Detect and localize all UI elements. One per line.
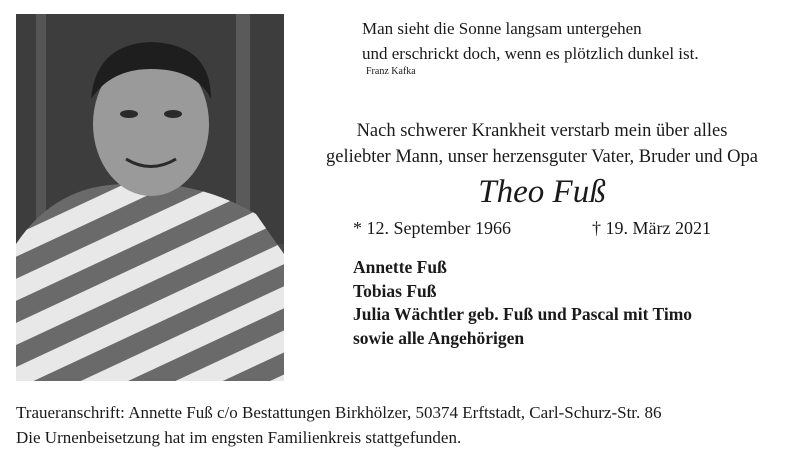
footer [16, 400, 662, 450]
deceased-name: Theo Fuß [478, 174, 606, 210]
mourner-item: sowie alle Angehörigen [353, 327, 525, 348]
birth-date: * 12. September 1966 [353, 218, 511, 238]
portrait-photo [16, 14, 284, 381]
mourner-item: Tobias Fuß [353, 280, 437, 301]
intro-line: Nach schwerer Krankheit verstarb mein über alles [356, 121, 728, 141]
quote [362, 16, 699, 66]
quote-line: und erschrickt doch, wenn es plötzlich dunkel ist. [362, 44, 699, 63]
intro-line: geliebter Mann, unser herzensguter Vater, Bruder und Opa [326, 147, 758, 167]
mourner-item: Julia Wächtler geb. Fuß und Pascal mit Timo [353, 304, 693, 324]
quote-line: Man sieht die Sonne langsam untergehen [362, 19, 642, 38]
mourners-list [353, 256, 692, 350]
quote-author: Franz Kafka [366, 66, 416, 77]
mourner-item: Annette Fuß [353, 257, 447, 277]
death-date: † 19. März 2021 [592, 218, 711, 238]
intro-text [284, 118, 800, 170]
burial-note: Die Urnenbeisetzung hat im engsten Familienkreis stattgefunden. [16, 428, 462, 447]
mourning-address: Traueranschrift: Annette Fuß c/o Bestattungen Birkhölzer, 50374 Erftstadt, Carl-Schurz-Str. 86 [16, 403, 662, 422]
